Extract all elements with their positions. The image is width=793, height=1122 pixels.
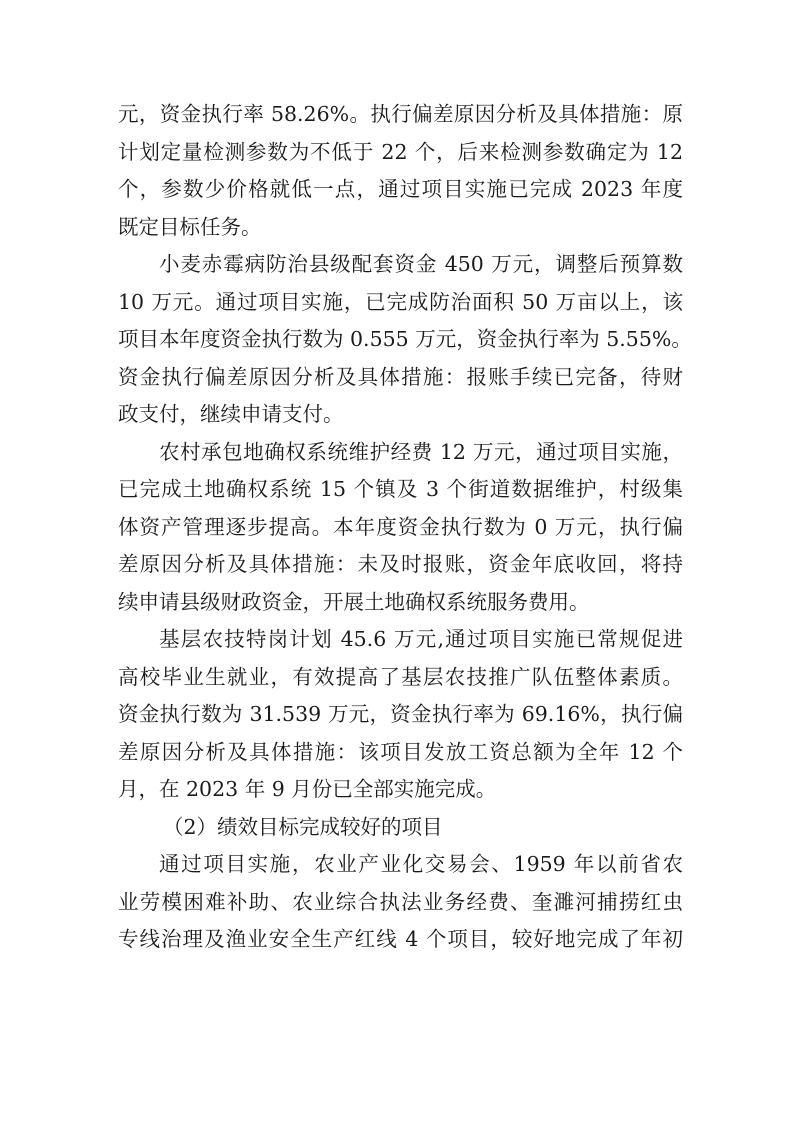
text-line: 元，资金执行率 58.26%。执行偏差原因分析及具体措施：原 <box>118 102 683 126</box>
paragraph-continuation <box>118 96 683 246</box>
paragraph-wheat-scab <box>118 246 692 434</box>
text-line: 基层农技特岗计划 45.6 万元,通过项目实施已常规促进 <box>159 627 683 651</box>
text-line: 专线治理及渔业安全生产红线 4 个项目，较好地完成了年初 <box>118 927 683 951</box>
text-line: 月，在 2023 年 9 月份已全部实施完成。 <box>118 777 497 801</box>
text-line: 资金执行数为 31.539 万元，资金执行率为 69.16%，执行偏 <box>118 702 683 726</box>
text-line: 已完成土地确权系统 15 个镇及 3 个街道数据维护，村级集 <box>118 477 683 501</box>
text-line: 通过项目实施，农业产业化交易会、1959 年以前省农 <box>159 852 683 876</box>
text-line: 个，参数少价格就低一点，通过项目实施已完成 2023 年度 <box>118 177 683 201</box>
heading-text: （2）绩效目标完成较好的项目 <box>163 814 443 839</box>
section-heading <box>118 809 683 847</box>
paragraph-land-rights <box>118 434 683 622</box>
text-line: 差原因分析及具体措施：未及时报账，资金年底收回，将持 <box>118 552 683 576</box>
text-line: 既定目标任务。 <box>118 214 262 239</box>
text-line: 政支付，继续申请支付。 <box>118 402 344 426</box>
text-line: 业劳模困难补助、农业综合执法业务经费、奎濉河捕捞红虫 <box>118 889 683 914</box>
paragraph-good-projects <box>118 846 683 959</box>
text-line: 小麦赤霉病防治县级配套资金 450 万元，调整后预算数 <box>159 252 683 276</box>
text-line: 高校毕业生就业，有效提高了基层农技推广队伍整体素质。 <box>118 664 683 689</box>
text-line: 资金执行偏差原因分析及具体措施：报账手续已完备，待财 <box>118 364 683 389</box>
text-line: 体资产管理逐步提高。本年度资金执行数为 0 万元，执行偏 <box>118 514 683 539</box>
paragraph-tech-posts <box>118 621 683 809</box>
text-line: 农村承包地确权系统维护经费 12 万元，通过项目实施， <box>159 439 683 464</box>
text-line: 计划定量检测参数为不低于 22 个，后来检测参数确定为 12 <box>118 139 683 164</box>
document-page <box>118 96 692 959</box>
text-line: 差原因分析及具体措施：该项目发放工资总额为全年 12 个 <box>118 739 683 764</box>
text-line: 10 万元。通过项目实施，已完成防治面积 50 万亩以上，该 <box>118 289 683 314</box>
text-line: 续申请县级财政资金，开展土地确权系统服务费用。 <box>118 589 590 614</box>
text-line: 项目本年度资金执行数为 0.555 万元，资金执行率为 5.55%。 <box>118 327 692 351</box>
